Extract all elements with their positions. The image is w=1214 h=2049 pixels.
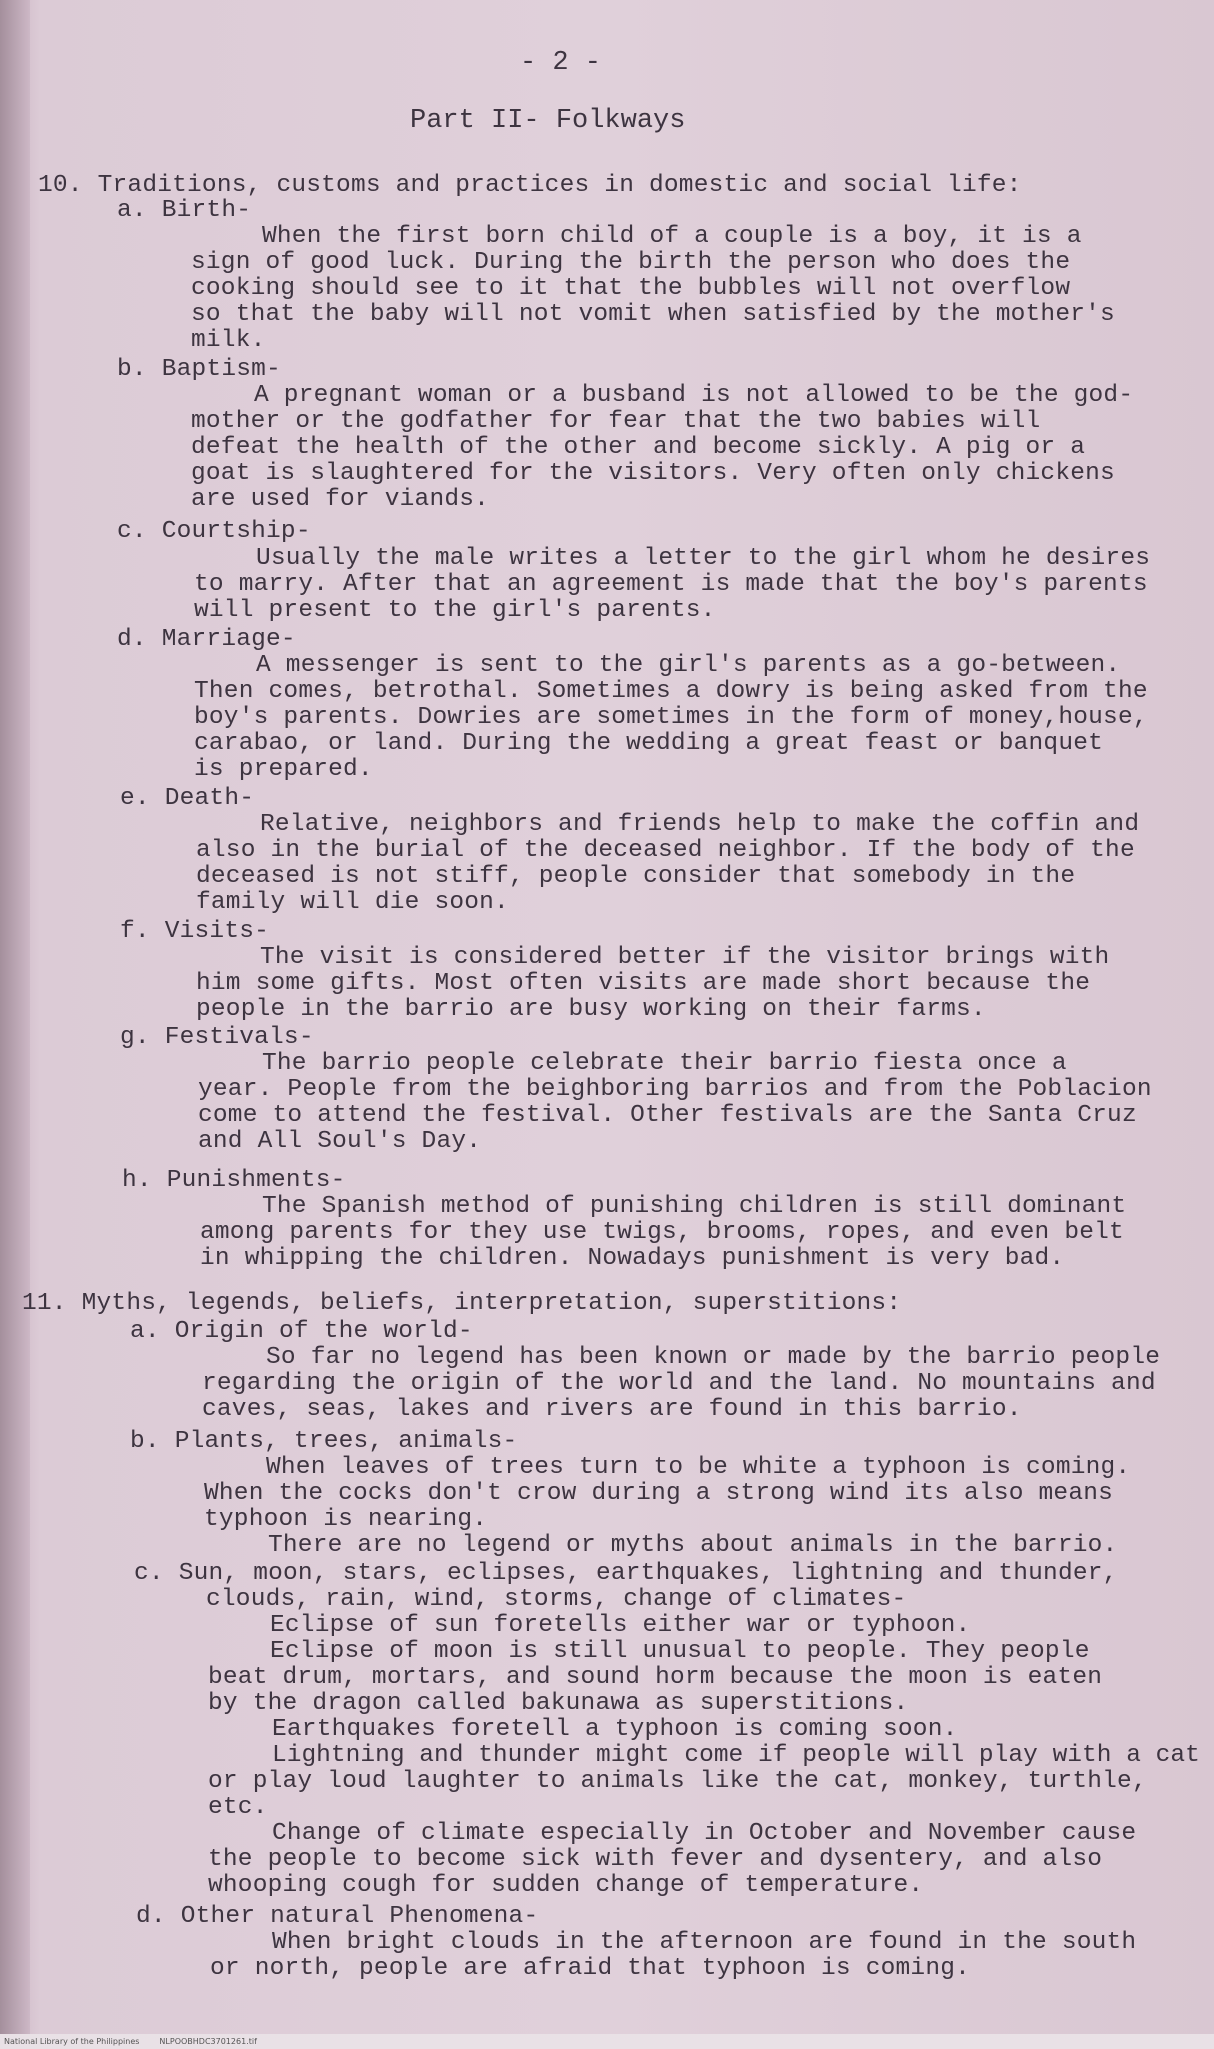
text-line: Usually the male writes a letter to the girl whom he desires <box>256 545 1151 572</box>
page-binding-shadow <box>0 0 30 2049</box>
text-line: are used for viands. <box>191 486 490 513</box>
text-line: the people to become sick with fever and dysentery, and also <box>208 1846 1103 1873</box>
text-line: A pregnant woman or a busband is not allowed to be the god- <box>254 382 1134 409</box>
text-line: so that the baby will not vomit when satisfied by the mother's <box>191 301 1115 328</box>
text-line: come to attend the festival. Other festivals are the Santa Cruz <box>198 1102 1137 1129</box>
text-line: When leaves of trees turn to be white a typhoon is coming. <box>266 1454 1131 1481</box>
text-line: Change of climate especially in October and November cause <box>272 1820 1137 1847</box>
text-line: Then comes, betrothal. Sometimes a dowry is being asked from the <box>194 678 1148 705</box>
subsection-heading: f. Visits- <box>120 918 270 945</box>
text-line: There are no legend or myths about animals in the barrio. <box>268 1532 1118 1559</box>
text-line: When bright clouds in the afternoon are found in the south <box>272 1929 1137 1956</box>
text-line: boy's parents. Dowries are sometimes in the form of money,house, <box>194 704 1148 731</box>
text-line: mother or the godfather for fear that the two babies will <box>191 408 1041 435</box>
text-line: Relative, neighbors and friends help to make the coffin and <box>260 811 1140 838</box>
text-line: whooping cough for sudden change of temperature. <box>208 1872 924 1899</box>
text-line: deceased is not stiff, people consider that somebody in the <box>196 863 1076 890</box>
subsection-heading: a. Birth- <box>117 197 252 224</box>
subsection-heading: b. Plants, trees, animals- <box>130 1428 518 1455</box>
text-line: Earthquakes foretell a typhoon is coming soon. <box>272 1716 958 1743</box>
text-line: regarding the origin of the world and the land. No mountains and <box>202 1370 1156 1397</box>
text-line: also in the burial of the deceased neighbor. If the body of the <box>196 837 1135 864</box>
subsection-heading: h. Punishments- <box>122 1167 346 1194</box>
text-line: Lightning and thunder might come if people will play with a cat <box>272 1742 1200 1769</box>
text-line: family will die soon. <box>196 889 509 916</box>
text-line: by the dragon called bakunawa as superstitions. <box>208 1690 909 1717</box>
footer-file-id: NLPOOBHDC3701261.tif <box>159 2037 257 2046</box>
subsection-heading: e. Death- <box>120 785 255 812</box>
text-line: goat is slaughtered for the visitors. Very often only chickens <box>191 460 1115 487</box>
text-line: will present to the girl's parents. <box>194 597 716 624</box>
text-line: The barrio people celebrate their barrio fiesta once a <box>262 1050 1067 1077</box>
subsection-heading: c. Sun, moon, stars, eclipses, earthquakes, lightning and thunder, <box>134 1560 1118 1587</box>
text-line: When the cocks don't crow during a strong wind its also means <box>204 1480 1114 1507</box>
subsection-heading: a. Origin of the world- <box>130 1318 473 1345</box>
text-line: defeat the health of the other and become sickly. A pig or a <box>191 434 1086 461</box>
text-line: caves, seas, lakes and rivers are found in this barrio. <box>202 1396 1022 1423</box>
text-line: typhoon is nearing. <box>204 1506 488 1533</box>
text-line: When the first born child of a couple is a boy, it is a <box>262 223 1082 250</box>
footer-source: National Library of the Philippines <box>4 2037 140 2046</box>
text-line: is prepared. <box>194 756 373 783</box>
text-line: or north, people are afraid that typhoon is coming. <box>210 1955 971 1982</box>
page-number: - 2 - <box>520 48 602 78</box>
text-line: beat drum, mortars, and sound horm because the moon is eaten <box>208 1664 1103 1691</box>
text-line: So far no legend has been known or made by the barrio people <box>266 1344 1161 1371</box>
text-line: The visit is considered better if the visitor brings with <box>260 944 1110 971</box>
text-line: A messenger is sent to the girl's parents as a go-between. <box>256 652 1121 679</box>
text-line: him some gifts. Most often visits are made short because the <box>196 970 1091 997</box>
text-line: clouds, rain, wind, storms, change of climates- <box>206 1586 907 1613</box>
text-line: or play loud laughter to animals like the cat, monkey, turthle, <box>208 1768 1147 1795</box>
subsection-heading: g. Festivals- <box>120 1024 314 1051</box>
text-line: etc. <box>208 1794 268 1821</box>
text-line: sign of good luck. During the birth the person who does the <box>191 249 1071 276</box>
subsection-heading: b. Baptism- <box>117 356 281 383</box>
text-line: cooking should see to it that the bubbles will not overflow <box>191 275 1071 302</box>
section-heading: 10. Traditions, customs and practices in domestic and social life: <box>38 172 1022 199</box>
text-line: The Spanish method of punishing children is still dominant <box>262 1193 1127 1220</box>
scan-footer <box>0 2034 1214 2049</box>
text-line: Eclipse of sun foretells either war or typhoon. <box>270 1612 971 1639</box>
text-line: among parents for they use twigs, brooms, ropes, and even belt <box>200 1219 1124 1246</box>
text-line: in whipping the children. Nowadays punishment is very bad. <box>200 1245 1065 1272</box>
text-line: Eclipse of moon is still unusual to people. They people <box>270 1638 1090 1665</box>
text-line: to marry. After that an agreement is made that the boy's parents <box>194 571 1148 598</box>
subsection-heading: d. Other natural Phenomena- <box>136 1903 539 1930</box>
text-line: carabao, or land. During the wedding a great feast or banquet <box>194 730 1104 757</box>
section-heading: 11. Myths, legends, beliefs, interpretation, superstitions: <box>22 1290 902 1317</box>
text-line: people in the barrio are busy working on their farms. <box>196 996 986 1023</box>
subsection-heading: c. Courtship- <box>117 518 311 545</box>
text-line: and All Soul's Day. <box>198 1128 482 1155</box>
page-title: Part II- Folkways <box>410 106 686 136</box>
text-line: milk. <box>191 327 266 354</box>
text-line: year. People from the beighboring barrios and from the Poblacion <box>198 1076 1152 1103</box>
subsection-heading: d. Marriage- <box>117 626 296 653</box>
